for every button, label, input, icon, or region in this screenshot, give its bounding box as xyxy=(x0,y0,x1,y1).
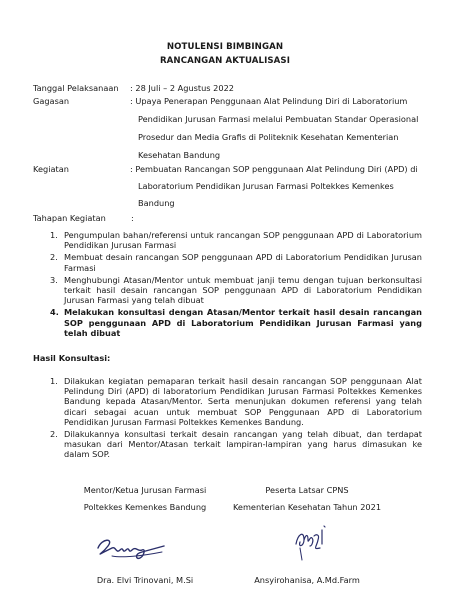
list-item xyxy=(50,275,422,306)
idea-line: Prosedur dan Media Grafis di Politeknik Kesehatan Kementerian xyxy=(138,132,399,142)
idea-label: Gagasan xyxy=(33,96,70,106)
activity-line: Bandung xyxy=(138,198,175,208)
date-label: Tanggal Pelaksanaan xyxy=(33,83,119,93)
item-text: Melakukan konsultasi dengan Atasan/Mentor terkait hasil desain rancangan SOP penggunaan APD di Laboratorium Pendidikan Jurusan Farmasi yang telah dibuat xyxy=(64,307,422,338)
right-signature xyxy=(290,520,338,566)
stages-label: Tahapan Kegiatan xyxy=(33,213,106,223)
item-text: Menghubungi Atasan/Mentor untuk membuat janji temu dengan tujuan berkonsultasi terkait hasil desain rancangan SOP penggunaan APD di Laboratorium Pendidikan Jurusan Farmasi yang telah dibuat xyxy=(64,274,422,306)
left-signer-role: Mentor/Ketua Jurusan Farmasi xyxy=(83,485,207,495)
left-signer-institution: Poltekkes Kemenkes Bandung xyxy=(83,502,207,512)
item-text: Dilakukan kegiatan pemaparan terkait hasil desain rancangan SOP penggunaan Alat Pelindung Diri (APD) di laboratorium Pendidikan Jurusan Farmasi Poltekkes Kemenkes Bandung kepada Atasan/Mentor. Serta menunjukan dokumen referensi yang telah dicari sebagai acuan untuk membuat SOP Penggunaan APD di Laboratorium Pendidikan Jurusan Farmasi Poltekkes Kemenkes Bandung. xyxy=(64,376,422,427)
item-number: 1. xyxy=(50,230,58,240)
item-text: Dilakukannya konsultasi terkait desain rancangan yang telah dibuat, dan terdapat masukan dari Mentor/Atasan terkait lampiran-lampiran yang harus dimasukan ke dalam SOP. xyxy=(64,429,422,460)
item-number: 3. xyxy=(50,274,58,285)
activity-label: Kegiatan xyxy=(33,164,69,174)
list-item xyxy=(50,376,422,427)
stages-list xyxy=(50,230,422,340)
date-value: : 28 Juli – 2 Agustus 2022 xyxy=(130,83,235,93)
item-text: Pengumpulan bahan/referensi untuk rancangan SOP penggunaan APD di Laboratorium Pendidikan Jurusan Farmasi xyxy=(64,230,422,251)
list-item xyxy=(50,429,422,460)
item-number: 2. xyxy=(50,252,58,263)
left-signature xyxy=(92,530,172,564)
stages-colon: : xyxy=(131,213,134,223)
item-text: Membuat desain rancangan SOP penggunaan APD di Laboratorium Pendidikan Jurusan Farmasi xyxy=(64,252,422,273)
results-heading: Hasil Konsultasi: xyxy=(33,353,111,363)
document-subtitle: RANCANGAN AKTUALISASI xyxy=(159,56,291,66)
activity-line: Laboratorium Pendidikan Jurusan Farmasi Poltekkes Kemenkes xyxy=(138,181,394,191)
item-number: 1. xyxy=(50,376,58,386)
item-number: 2. xyxy=(50,429,58,440)
idea-line: : Upaya Penerapan Penggunaan Alat Pelindung Diri di Laboratorium xyxy=(130,96,408,106)
right-signer-institution: Kementerian Kesehatan Tahun 2021 xyxy=(232,502,382,512)
idea-line: Kesehatan Bandung xyxy=(138,150,221,160)
activity-line: : Pembuatan Rancangan SOP penggunaan Alat Pelindung Diri (APD) di xyxy=(130,164,418,174)
right-signer-name: Ansyirohanisa, A.Md.Farm xyxy=(254,575,360,585)
results-list xyxy=(50,376,422,462)
idea-line: Pendidikan Jurusan Farmasi melalui Pembuatan Standar Operasional xyxy=(138,114,419,124)
item-number: 4. xyxy=(50,307,59,318)
left-signer-name: Dra. Elvi Trinovani, M.Si xyxy=(96,575,194,585)
document-title: NOTULENSI BIMBINGAN xyxy=(166,42,284,52)
list-item xyxy=(50,230,422,250)
right-signer-role: Peserta Latsar CPNS xyxy=(265,485,349,495)
list-item xyxy=(50,252,422,272)
list-item xyxy=(50,307,422,338)
